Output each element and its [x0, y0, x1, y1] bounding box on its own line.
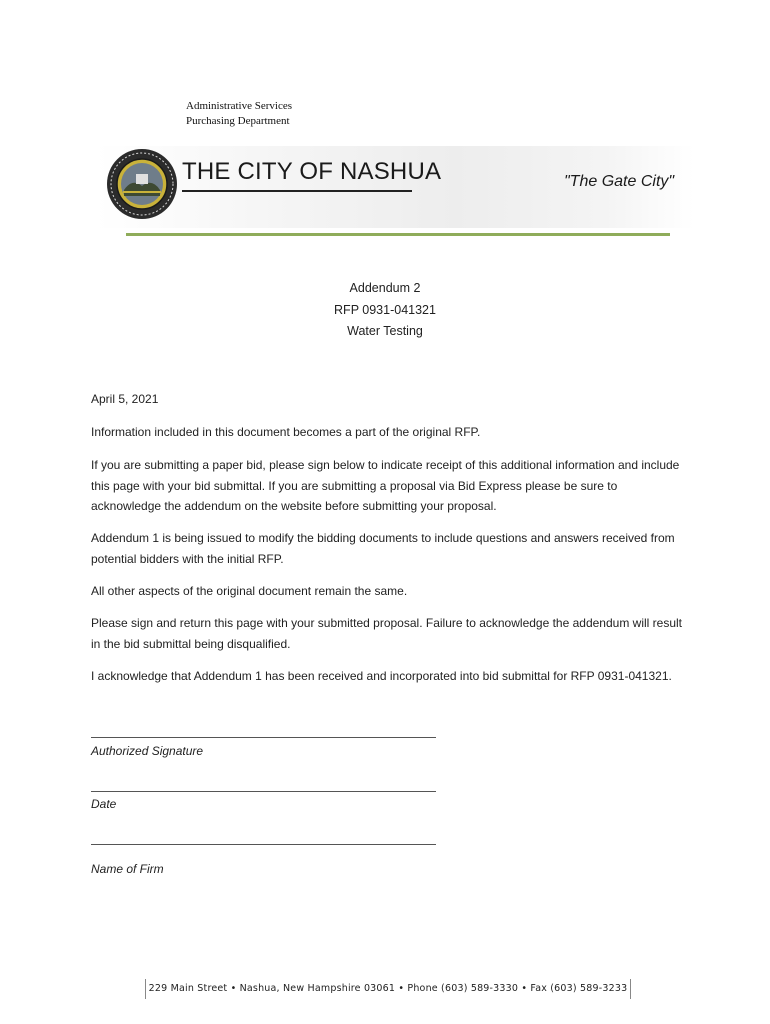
paragraph-5: Please sign and return this page with your submitted proposal. Failure to acknowledge the addendum will result in the bid submittal being disqualified.	[91, 616, 682, 651]
city-motto: "The Gate City"	[564, 173, 675, 190]
city-seal-icon	[106, 148, 178, 220]
paragraph-2: If you are submitting a paper bid, please sign below to indicate receipt of this additional information and include this page with your bid submittal. If you are submitting a proposal via Bid Express please be sure to acknowledge the addendum on the website before submitting your proposal.	[91, 458, 680, 513]
paragraph-3: Addendum 1 is being issued to modify the bidding documents to include questions and answers received from potential bidders with the initial RFP.	[91, 531, 675, 566]
paragraph-1: Information included in this document becomes a part of the original RFP.	[91, 425, 481, 439]
city-name-underline	[182, 190, 412, 192]
letterhead	[96, 140, 694, 236]
document-date: April 5, 2021	[91, 392, 159, 406]
department-line-2: Purchasing Department	[186, 115, 290, 127]
acknowledgement-paragraph: I acknowledge that Addendum 1 has been received and incorporated into bid submittal for RFP 0931-041321.	[91, 669, 672, 683]
firm-name-line[interactable]	[91, 843, 436, 845]
department-heading	[186, 99, 292, 129]
footer-address: 229 Main Street • Nashua, New Hampshire 03061 • Phone (603) 589-3330 • Fax (603) 589-3233	[145, 979, 631, 999]
letterhead-rule	[126, 233, 670, 236]
city-name: THE CITY OF NASHUA	[182, 158, 442, 185]
date-line[interactable]	[91, 790, 436, 792]
signature-line[interactable]	[91, 736, 436, 738]
paragraph-4: All other aspects of the original document remain the same.	[91, 584, 408, 598]
firm-name-label: Name of Firm	[91, 862, 164, 876]
rfp-number: RFP 0931-041321	[334, 302, 436, 317]
signature-label: Authorized Signature	[91, 744, 204, 758]
department-line-1: Administrative Services	[186, 100, 293, 112]
project-title: Water Testing	[347, 324, 423, 338]
date-label: Date	[91, 797, 117, 811]
addendum-number: Addendum 2	[349, 281, 421, 295]
addendum-title-block	[0, 278, 770, 343]
